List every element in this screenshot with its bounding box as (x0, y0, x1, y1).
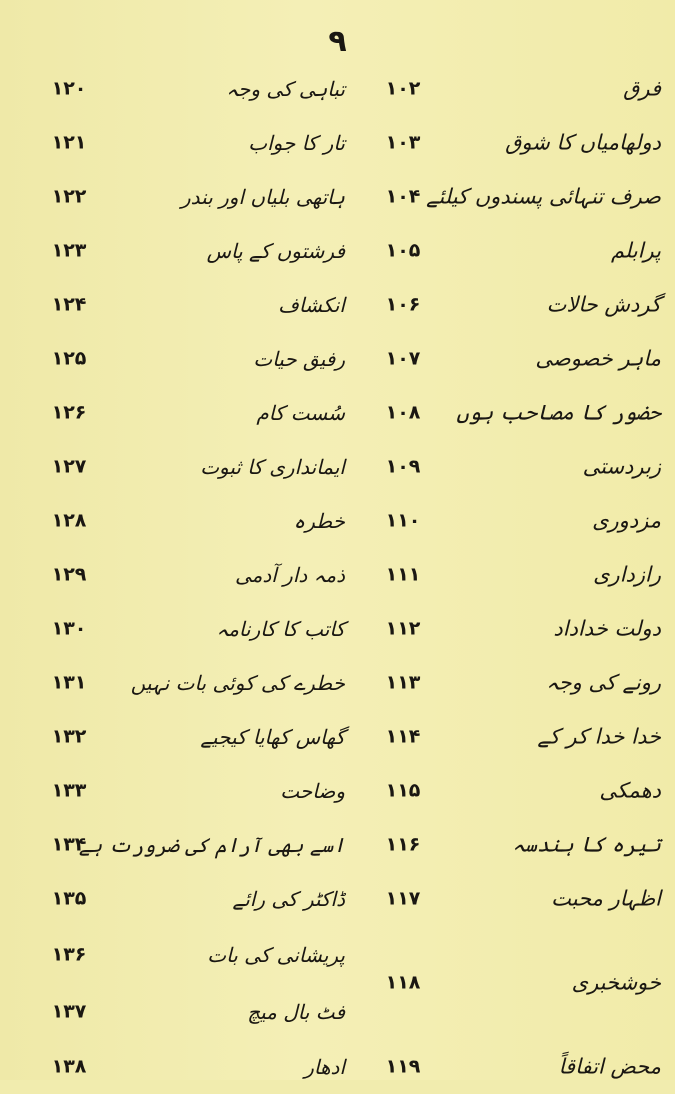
left-entry-page: ۱۳۶ (51, 943, 87, 966)
left-entry-page: ۱۳۴ (51, 833, 87, 856)
right-entry-title: دولت خداداد (553, 616, 661, 641)
toc-row (0, 440, 675, 494)
left-entry (0, 926, 675, 983)
left-entry-page: ۱۲۶ (51, 401, 87, 424)
left-entry-page: ۱۲۲ (51, 185, 87, 208)
right-entry-title: دھمکی (599, 778, 661, 803)
right-entry-title: صرف تنہائی پسندوں کیلئے (426, 184, 661, 209)
right-entry-title: ماہر خصوصی (535, 346, 661, 371)
right-entry-title: پرابلم (610, 238, 661, 263)
right-entry-title: تیرہ کا ہندسہ (512, 832, 661, 857)
right-entry-page: ۱۰۲ (385, 77, 421, 100)
toc-row (0, 224, 675, 278)
left-entry-title: کاتب کا کارنامہ (216, 617, 345, 641)
left-entry-page: ۱۳۲ (51, 725, 87, 748)
left-entry-page: ۱۲۳ (51, 239, 87, 262)
left-entry-page: ۱۲۵ (51, 347, 87, 370)
left-entry-title: اسے بھی آرام کی ضرورت ہے (78, 833, 345, 857)
right-entry-title: رازداری (593, 562, 661, 587)
right-entry-page: ۱۱۳ (385, 671, 421, 694)
right-entry-title: گردش حالات (546, 292, 661, 317)
right-entry-title: خدا خدا کر کے (537, 724, 661, 749)
page-number: ۹ (328, 24, 347, 59)
right-entry-title: دولھامیاں کا شوق (505, 130, 661, 155)
right-entry-page: ۱۰۷ (385, 347, 421, 370)
left-entry-title: خطرے کی کوئی بات نہیں (130, 671, 345, 695)
right-entry-title: زبردستی (582, 454, 661, 479)
left-entry-page: ۱۲۴ (51, 293, 87, 316)
right-entry-title: فرق (623, 76, 661, 101)
toc-row (0, 62, 675, 116)
right-entry-page: ۱۰۸ (385, 401, 421, 424)
left-entry-page: ۱۲۹ (51, 563, 87, 586)
left-entry-page: ۱۳۰ (51, 617, 87, 640)
right-entry-page: ۱۰۴ (385, 185, 421, 208)
right-entry-page: ۱۱۲ (385, 617, 421, 640)
right-entry-page: ۱۱۵ (385, 779, 421, 802)
left-entry-title: انکشاف (278, 293, 345, 317)
left-entry-title: تباہی کی وجہ (226, 77, 345, 101)
toc-row (0, 602, 675, 656)
left-entry-title: سُست کام (256, 401, 345, 425)
left-entry (0, 983, 675, 1040)
left-entry-title: ادھار (304, 1055, 345, 1079)
right-entry-page: ۱۰۹ (385, 455, 421, 478)
table-of-contents (0, 62, 675, 1079)
left-entry-title: تار کا جواب (248, 131, 345, 155)
left-entry-title: ایمانداری کا ثبوت (200, 455, 345, 479)
right-entry-title: رونے کی وجہ (546, 670, 661, 695)
left-entry-title: فرشتوں کے پاس (206, 239, 345, 263)
left-entry-page: ۱۳۸ (51, 1055, 87, 1078)
left-entry-title: وضاحت (280, 779, 345, 803)
right-entry-title: حضور کا مصاحب ہوں (456, 400, 661, 425)
toc-row (0, 656, 675, 710)
right-entry-page: ۱۱۱ (385, 563, 421, 586)
toc-row (0, 710, 675, 764)
toc-row (0, 764, 675, 818)
right-entry-page: ۱۱۴ (385, 725, 421, 748)
left-entry-title: رفیق حیات (253, 347, 345, 371)
left-entry-title: فٹ بال میچ (247, 999, 345, 1024)
toc-row (0, 278, 675, 332)
toc-row (0, 872, 675, 926)
left-entry-page: ۱۳۳ (51, 779, 87, 802)
right-entry-title: مزدوری (592, 508, 661, 533)
left-entry-page: ۱۲۱ (51, 131, 87, 154)
left-entry-page: ۱۳۵ (51, 887, 87, 910)
left-entry-page: ۱۳۱ (51, 671, 87, 694)
right-entry-page: ۱۱۶ (385, 833, 421, 856)
right-entry-page: ۱۱۰ (385, 509, 421, 532)
left-entry-page: ۱۳۷ (51, 1000, 87, 1023)
left-entry-group (0, 926, 675, 1040)
toc-row (0, 494, 675, 548)
toc-row (0, 386, 675, 440)
left-entry-page: ۱۲۸ (51, 509, 87, 532)
toc-row (0, 548, 675, 602)
left-entry-title: ذمہ دار آدمی (234, 563, 345, 587)
left-entry-title: ڈاکٹر کی رائے (232, 887, 345, 911)
right-entry-page: ۱۱۸ (385, 971, 421, 994)
toc-row (0, 170, 675, 224)
left-entry-title: گھاس کھایا کیجیے (200, 725, 345, 749)
left-entry-title: خطرہ (293, 509, 345, 533)
right-entry-page: ۱۰۳ (385, 131, 421, 154)
right-entry-page: ۱۱۹ (385, 1055, 421, 1078)
toc-row (0, 116, 675, 170)
left-entry-title: ہاتھی بلیاں اور بندر (181, 185, 345, 209)
right-entry-title: محض اتفاقاً (558, 1054, 661, 1079)
toc-row (0, 818, 675, 872)
right-entry-page: ۱۱۷ (385, 887, 421, 910)
left-entry-page: ۱۲۰ (51, 77, 87, 100)
toc-row (0, 1040, 675, 1094)
right-entry-title: اظہار محبت (551, 886, 661, 911)
right-entry-title: خوشخبری (571, 970, 661, 995)
left-entry-title: پریشانی کی بات (207, 942, 345, 967)
toc-row-grouped (0, 926, 675, 1040)
toc-row (0, 332, 675, 386)
left-entry-page: ۱۲۷ (51, 455, 87, 478)
right-entry-page: ۱۰۶ (385, 293, 421, 316)
right-entry-page: ۱۰۵ (385, 239, 421, 262)
